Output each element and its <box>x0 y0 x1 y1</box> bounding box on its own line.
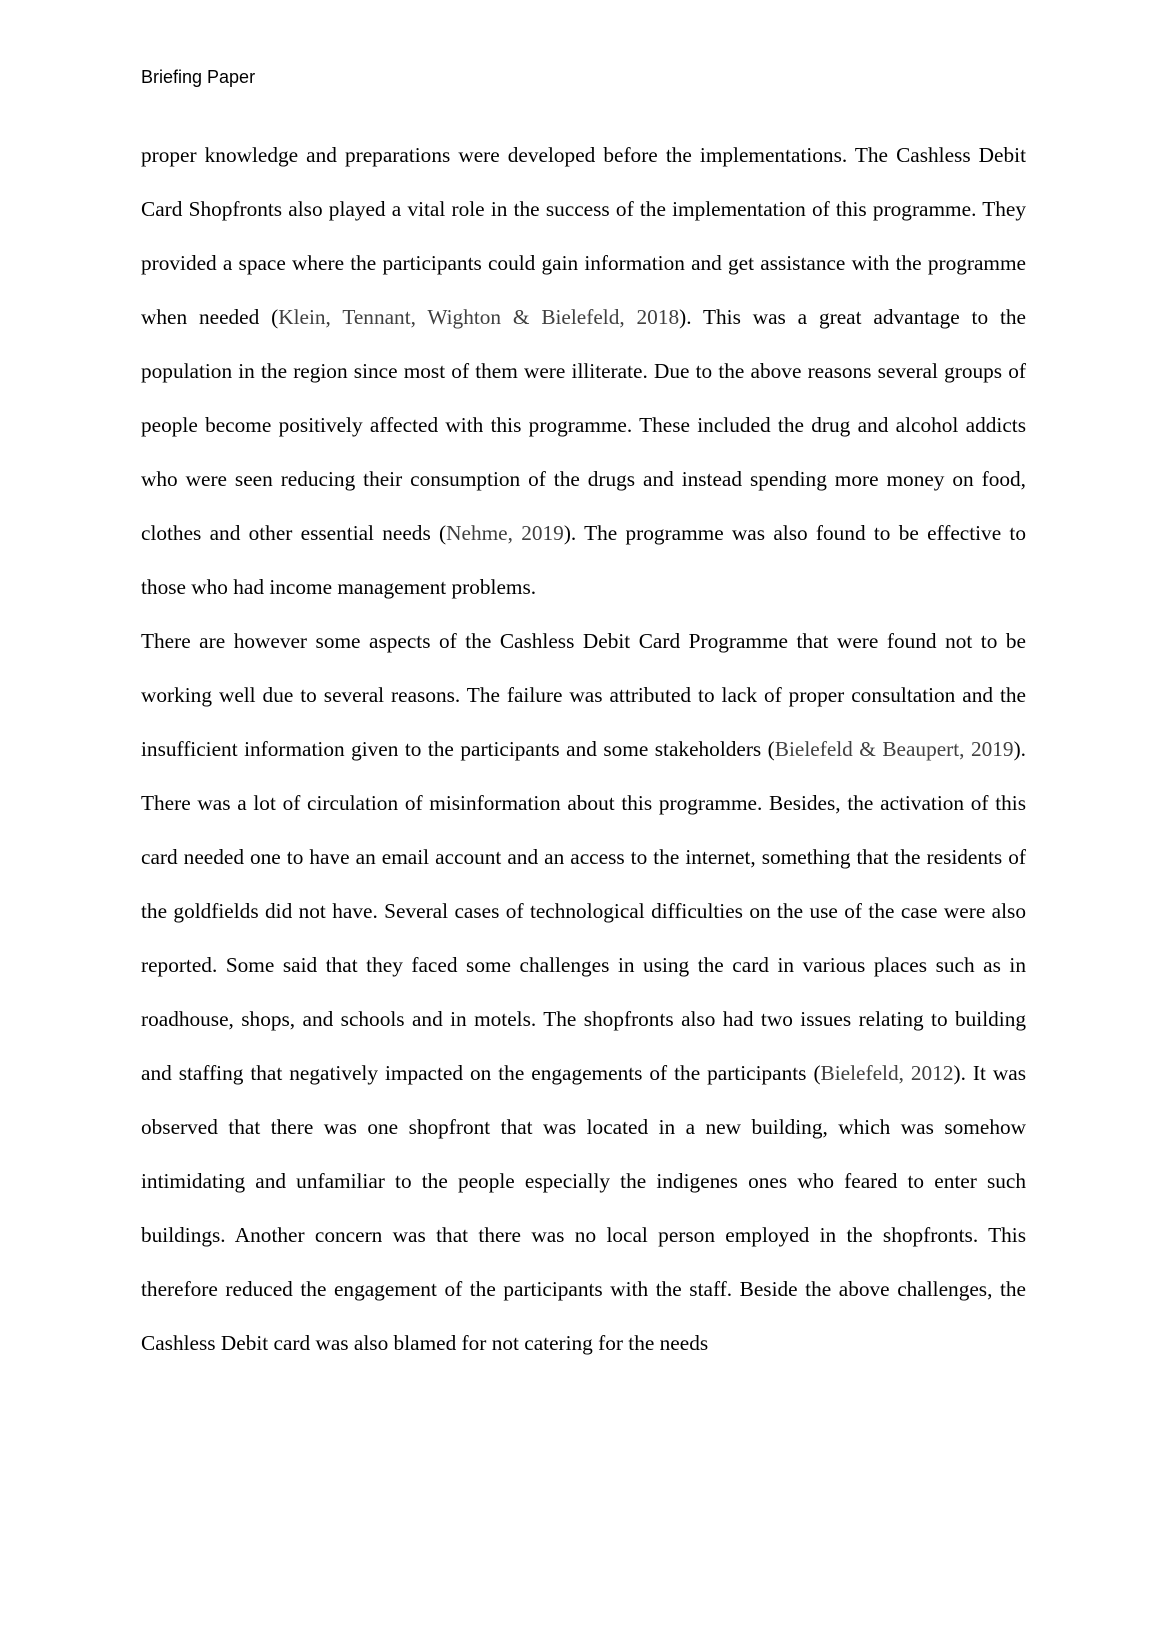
running-header: Briefing Paper <box>141 67 256 87</box>
citation: Nehme, 2019 <box>446 521 564 545</box>
paragraph <box>141 128 1026 614</box>
text-run: ). The programme was also found to be effective to those who had income management problems. <box>141 521 1026 599</box>
text-run: ). This was a great advantage to the population in the region since most of them were illiterate. Due to the above reasons several groups of people become positively affected with this programme. These included the drug and alcohol addicts who were seen reducing their consumption of the drugs and instead spending more money on food, clothes and other essential needs ( <box>141 305 1026 545</box>
citation: Bielefeld, 2012 <box>820 1061 954 1085</box>
text-run: ). There was a lot of circulation of misinformation about this programme. Besides, the activation of this card needed one to have an email account and an access to the internet, something that the residents of the goldfields did not have. Several cases of technological difficulties on the use of the case were also reported. Some said that they faced some challenges in using the card in various places such as in roadhouse, shops, and schools and in motels. The shopfronts also had two issues relating to building and staffing that negatively impacted on the engagements of the participants ( <box>141 737 1026 1085</box>
text-run: There are however some aspects of the Cashless Debit Card Programme that were found not to be working well due to several reasons. The failure was attributed to lack of proper consultation and the insufficient information given to the participants and some stakeholders ( <box>141 629 1026 761</box>
paragraph <box>141 614 1026 1370</box>
body-text <box>141 128 1026 1370</box>
citation: Bielefeld & Beaupert, 2019 <box>774 737 1014 761</box>
text-run: ). It was observed that there was one shopfront that was located in a new building, which was somehow intimidating and unfamiliar to the people especially the indigenes ones who feared to enter such buildings. Another concern was that there was no local person employed in the shopfronts. This therefore reduced the engagement of the participants with the staff. Beside the above challenges, the Cashless Debit card was also blamed for not catering for the needs <box>141 1061 1026 1355</box>
citation: Klein, Tennant, Wighton & Bielefeld, 2018 <box>278 305 680 329</box>
text-run: proper knowledge and preparations were developed before the implementations. The Cashless Debit Card Shopfronts also played a vital role in the success of the implementation of this programme. They provided a space where the participants could gain information and get assistance with the programme when needed ( <box>141 143 1026 329</box>
